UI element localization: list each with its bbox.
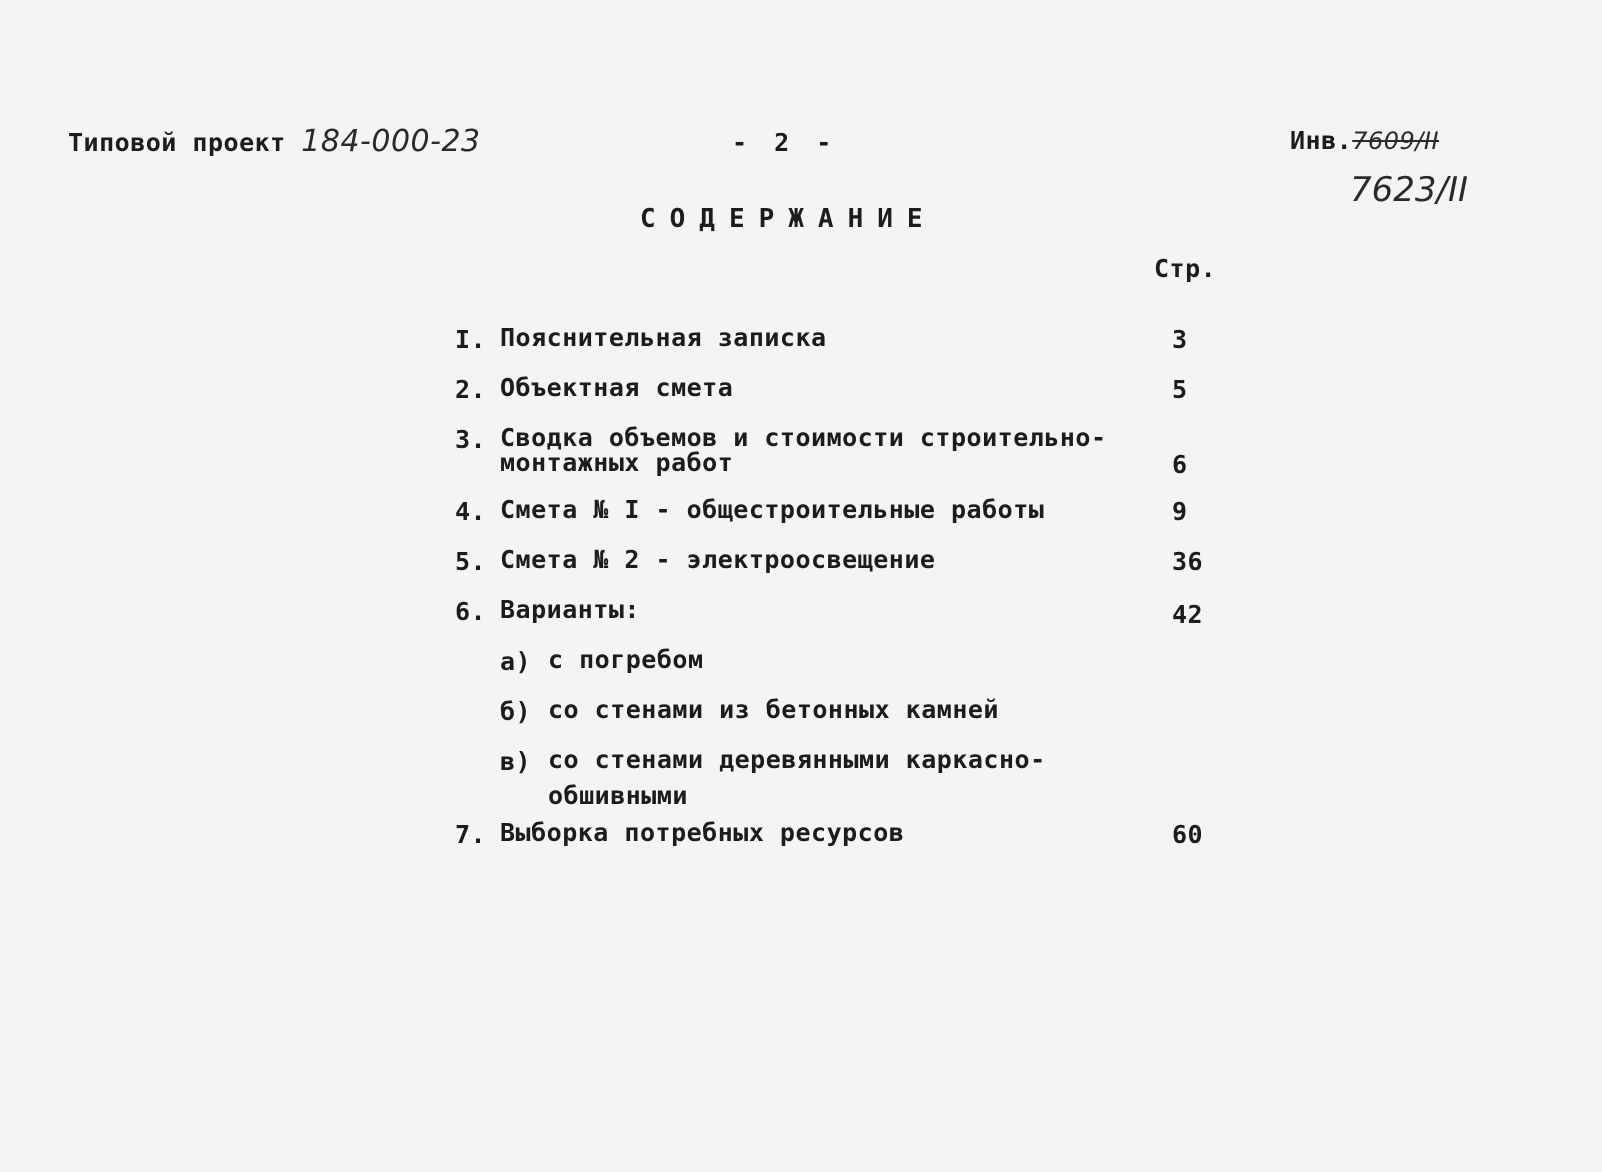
toc-entry-title: Пояснительная записка — [500, 323, 827, 352]
toc-entry-title: Смета № 2 - электроосвещение — [500, 545, 936, 574]
toc-entry-title: Объектная смета — [500, 373, 734, 402]
page-column-label: Стр. — [1154, 254, 1217, 283]
toc-entry-number: I. — [455, 325, 487, 354]
toc-entry-page: 42 — [1172, 600, 1204, 629]
toc-entry-number: 2. — [455, 375, 487, 404]
page-number: - 2 - — [732, 128, 838, 157]
toc-entry-page: 3 — [1172, 325, 1188, 354]
toc-entry-page: 9 — [1172, 497, 1188, 526]
toc-subentry-title: со стенами деревянными каркасно- — [548, 745, 1046, 774]
toc-subentry-letter: а) — [500, 647, 532, 676]
inventory-struck-number: 7609/II — [1352, 127, 1440, 155]
inventory-number — [1290, 126, 1439, 155]
toc-entry-number: 6. — [455, 597, 487, 626]
toc-entry-title-continued: монтажных работ — [500, 448, 734, 477]
project-header — [68, 124, 481, 159]
toc-subentry-letter: б) — [500, 697, 532, 726]
project-label: Типовой проект — [68, 128, 286, 157]
toc-entry-page: 36 — [1172, 547, 1204, 576]
toc-entry-number: 3. — [455, 425, 487, 454]
toc-title: СОДЕРЖАНИЕ — [640, 204, 937, 234]
toc-entry-title: Варианты: — [500, 595, 640, 624]
toc-subentry-title: со стенами из бетонных камней — [548, 695, 999, 724]
toc-entry-title: Выборка потребных ресурсов — [500, 818, 905, 847]
toc-entry-page: 60 — [1172, 820, 1204, 849]
toc-entry-page: 6 — [1172, 450, 1188, 479]
toc-entry-title: Сводка объемов и стоимости строительно- — [500, 423, 1107, 452]
toc-subentry-letter: в) — [500, 747, 532, 776]
toc-entry-page: 5 — [1172, 375, 1188, 404]
toc-entry-number: 5. — [455, 547, 487, 576]
inventory-handwritten-number: 7623/II — [1350, 170, 1469, 210]
toc-subentry-title-continued: обшивными — [548, 781, 688, 810]
toc-entry-number: 7. — [455, 820, 487, 849]
toc-subentry-title: с погребом — [548, 645, 704, 674]
inventory-label: Инв. — [1290, 126, 1353, 155]
project-number: 184-000-23 — [301, 124, 481, 159]
toc-entry-number: 4. — [455, 497, 487, 526]
toc-entry-title: Смета № I - общестроительные работы — [500, 495, 1045, 524]
